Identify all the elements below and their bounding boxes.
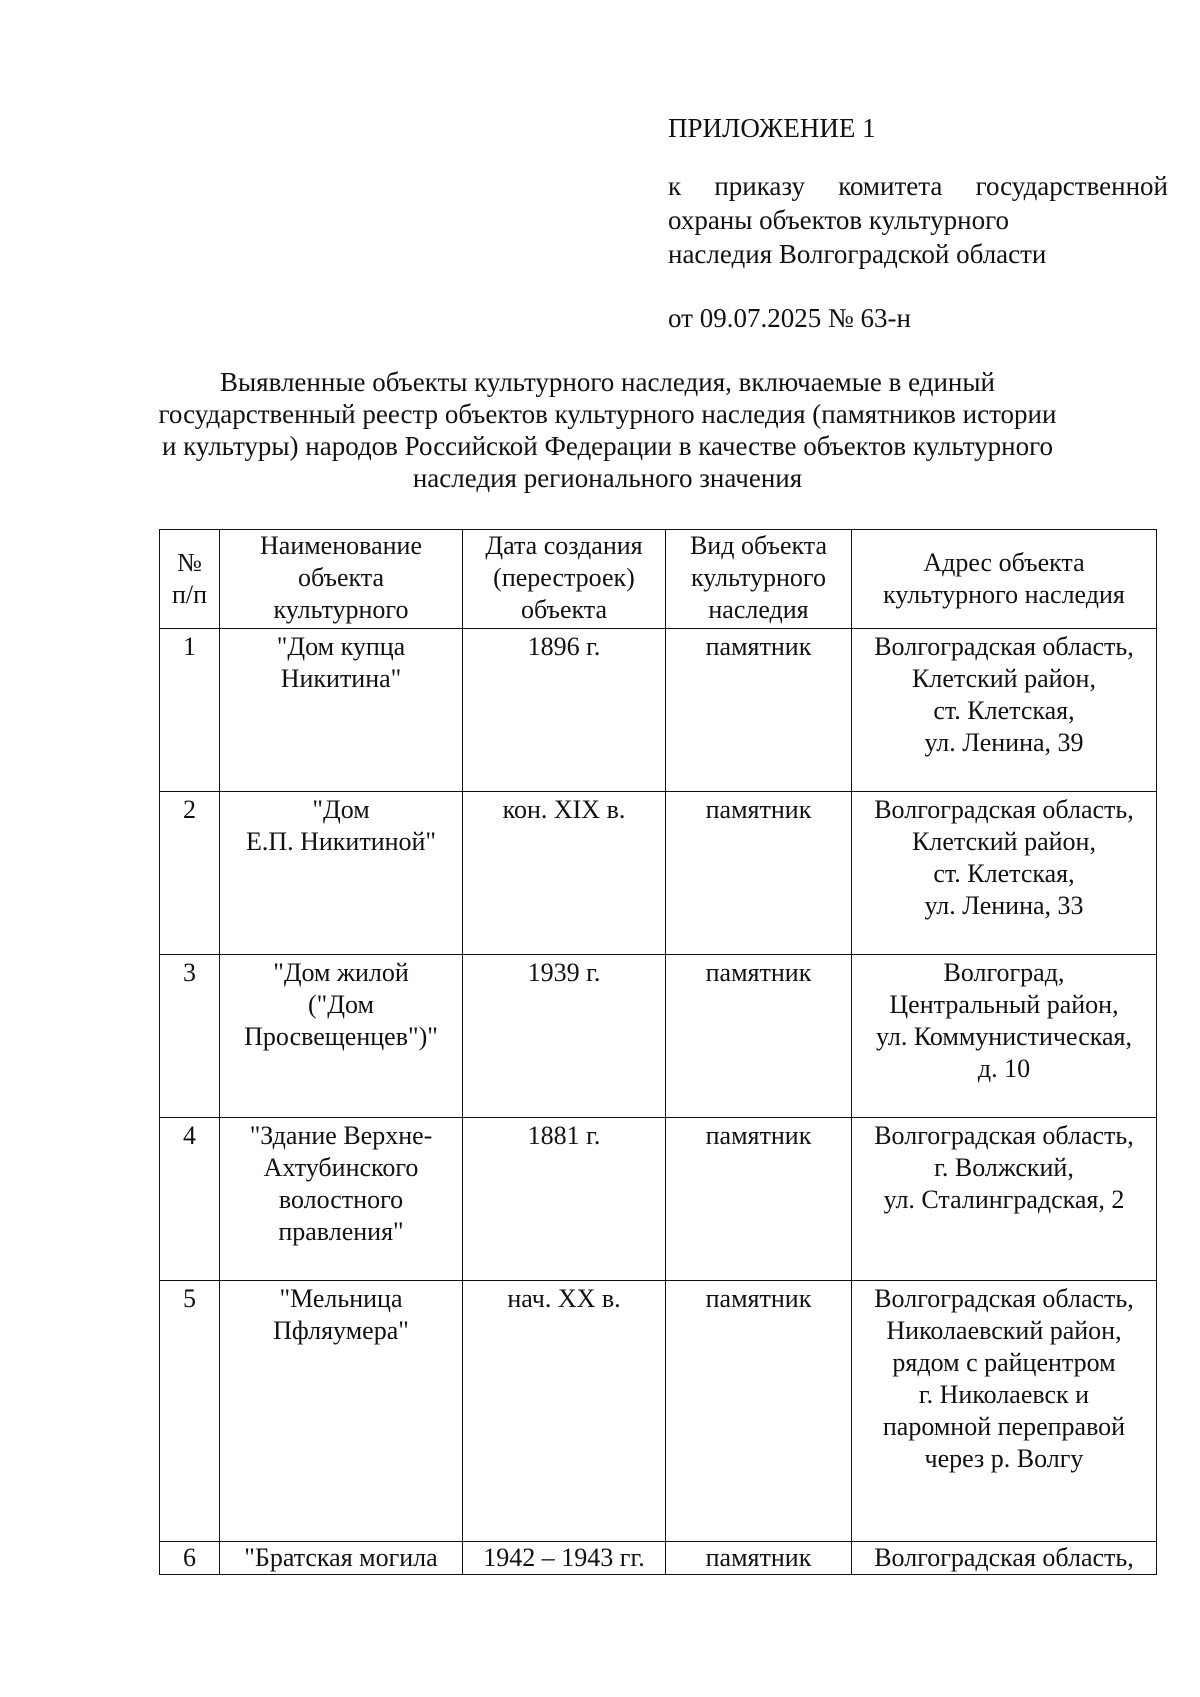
cell-name: "Дом купца Никитина" xyxy=(220,629,463,792)
appendix-ref-line: охраны объектов культурного xyxy=(668,205,1009,235)
cell-date: 1896 г. xyxy=(463,629,666,792)
cell-name: "Мельница Пфляумера" xyxy=(220,1281,463,1542)
cell-address: Волгоград, Центральный район, ул. Коммунистическая, д. 10 xyxy=(852,955,1157,1118)
cell-number: 2 xyxy=(160,792,220,955)
table-row xyxy=(160,1281,1157,1542)
appendix-reference xyxy=(668,170,1168,272)
cell-name: "Братская могила xyxy=(220,1542,463,1575)
header-type: Вид объекта культурного наследия xyxy=(666,530,852,629)
cell-date: 1939 г. xyxy=(463,955,666,1118)
heritage-objects-table xyxy=(159,529,1157,1575)
cell-type: памятник xyxy=(666,1542,852,1575)
cell-type: памятник xyxy=(666,792,852,955)
cell-address: Волгоградская область, г. Волжский, ул. Сталинградская, 2 xyxy=(852,1118,1157,1281)
header-name: Наименование объекта культурного xyxy=(220,530,463,629)
cell-name: "Дом Е.П. Никитиной" xyxy=(220,792,463,955)
cell-number: 3 xyxy=(160,955,220,1118)
cell-name: "Дом жилой ("Дом Просвещенцев")" xyxy=(220,955,463,1118)
cell-name: "Здание Верхне- Ахтубинского волостного правления" xyxy=(220,1118,463,1281)
cell-number: 1 xyxy=(160,629,220,792)
cell-address: Волгоградская область, xyxy=(852,1542,1157,1575)
cell-type: памятник xyxy=(666,1281,852,1542)
cell-type: памятник xyxy=(666,955,852,1118)
cell-date: 1942 – 1943 гг. xyxy=(463,1542,666,1575)
header-address: Адрес объекта культурного наследия xyxy=(852,530,1157,629)
table-row xyxy=(160,955,1157,1118)
cell-date: 1881 г. xyxy=(463,1118,666,1281)
heading-line: Выявленные объекты культурного наследия, включаемые в единый xyxy=(220,367,995,397)
table-header-row xyxy=(160,530,1157,629)
cell-date: нач. XX в. xyxy=(463,1281,666,1542)
header-date: Дата создания (перестроек) объекта xyxy=(463,530,666,629)
cell-type: памятник xyxy=(666,1118,852,1281)
document-heading xyxy=(150,366,1065,494)
table-row xyxy=(160,792,1157,955)
cell-number: 4 xyxy=(160,1118,220,1281)
heading-line: наследия регионального значения xyxy=(412,463,803,493)
cell-number: 5 xyxy=(160,1281,220,1542)
cell-date: кон. XIX в. xyxy=(463,792,666,955)
heading-line: государственный реестр объектов культурного наследия (памятников истории xyxy=(158,399,1057,429)
table-row xyxy=(160,1542,1157,1575)
appendix-title: ПРИЛОЖЕНИЕ 1 xyxy=(668,113,876,143)
cell-type: памятник xyxy=(666,629,852,792)
cell-number: 6 xyxy=(160,1542,220,1575)
table-row xyxy=(160,629,1157,792)
appendix-ref-line: наследия Волгоградской области xyxy=(668,239,1047,269)
heading-line: и культуры) народов Российской Федерации в качестве объектов культурного xyxy=(161,431,1054,461)
appendix-ref-line: к приказу комитета государственной xyxy=(668,171,1168,201)
appendix-date: от 09.07.2025 № 63-н xyxy=(668,303,911,333)
cell-address: Волгоградская область, Николаевский район, рядом с райцентром г. Николаевск и паромной переправой через р. Волгу xyxy=(852,1281,1157,1542)
header-number: № п/п xyxy=(160,530,220,629)
table-row xyxy=(160,1118,1157,1281)
cell-address: Волгоградская область, Клетский район, ст. Клетская, ул. Ленина, 39 xyxy=(852,629,1157,792)
cell-address: Волгоградская область, Клетский район, ст. Клетская, ул. Ленина, 33 xyxy=(852,792,1157,955)
appendix-block xyxy=(668,112,1168,333)
